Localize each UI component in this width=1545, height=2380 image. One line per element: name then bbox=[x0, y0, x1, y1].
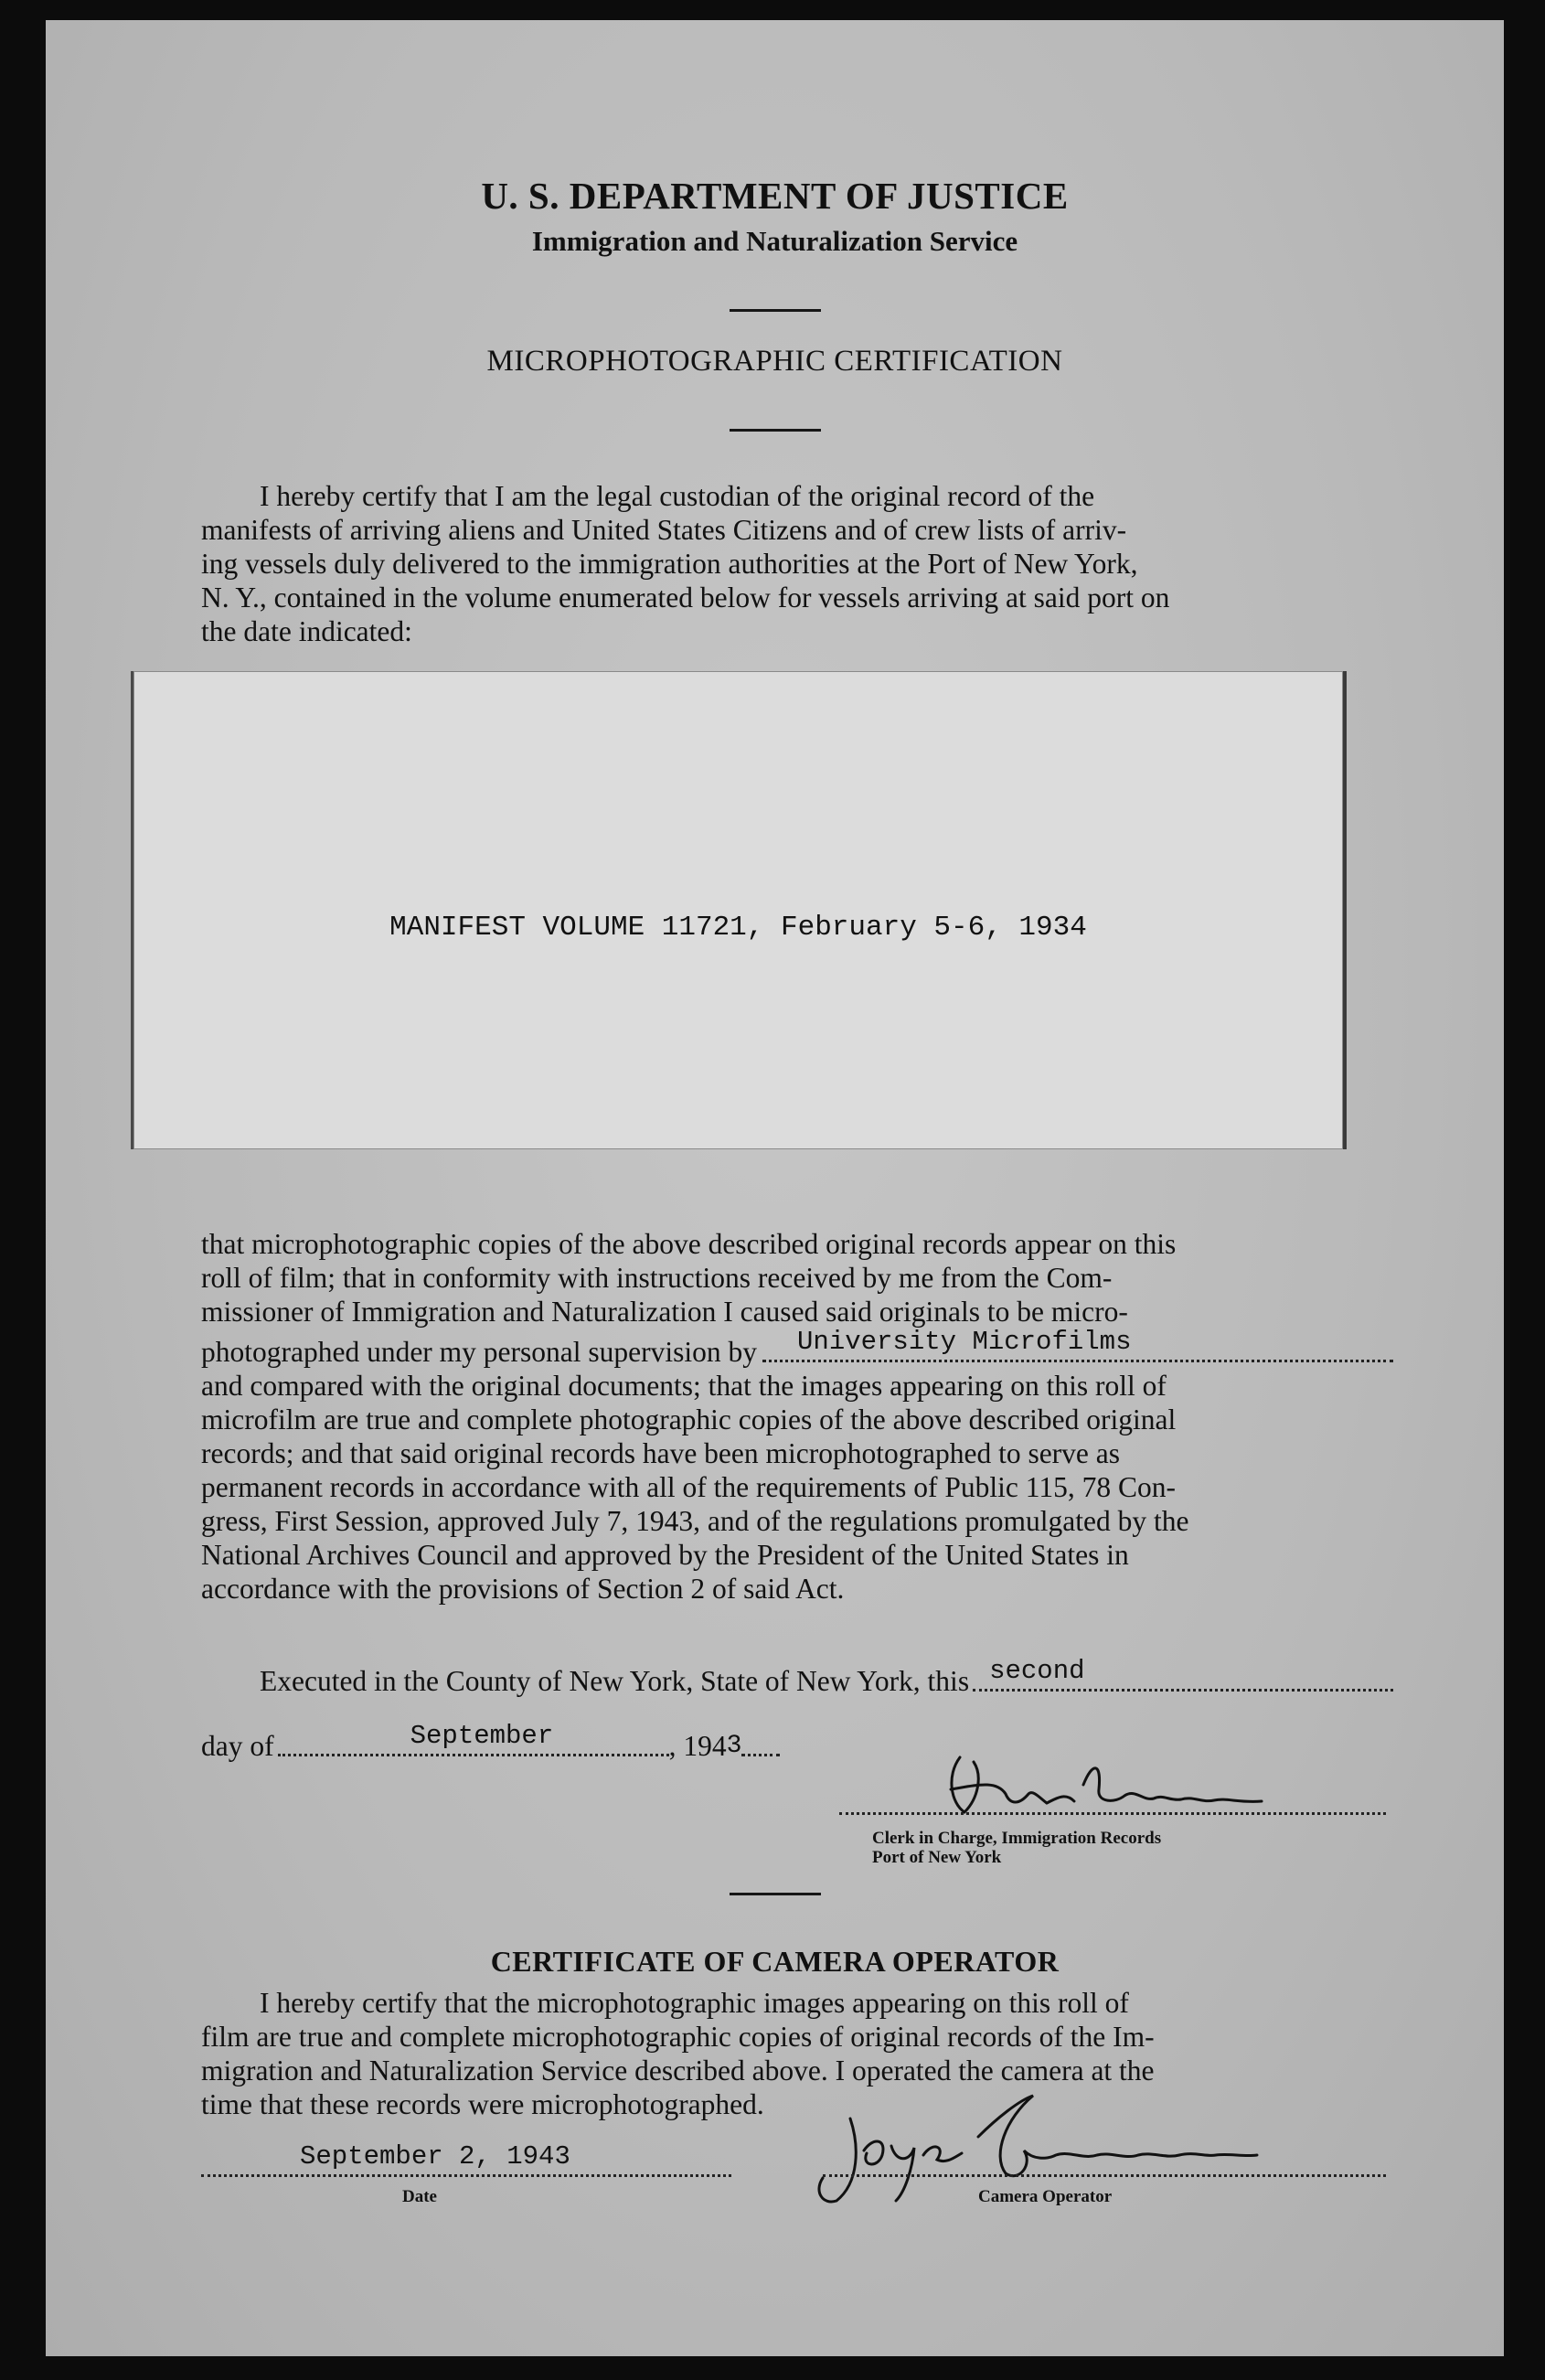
paragraph-line: manifests of arriving aliens and United States Citizens and of crew lists of arriv- bbox=[201, 514, 1127, 546]
paragraph-line: permanent records in accordance with all of the requirements of Public 115, 78 Con- bbox=[201, 1471, 1176, 1503]
clerk-signature bbox=[896, 1748, 1353, 1826]
paragraph-line: records; and that said original records have been microphotographed to serve as bbox=[201, 1437, 1121, 1469]
year-suffix: 3 bbox=[726, 1732, 742, 1760]
date-signature-line bbox=[201, 2174, 731, 2177]
paragraph-line: roll of film; that in conformity with instructions received by me from the Com- bbox=[201, 1262, 1113, 1294]
supervision-line bbox=[201, 1327, 1393, 1369]
camera-operator-label: Camera Operator bbox=[978, 2187, 1113, 2206]
supervision-value: University Microfilms bbox=[797, 1327, 1132, 1357]
operator-signature-line bbox=[823, 2174, 1386, 2177]
executed-line bbox=[260, 1656, 1393, 1698]
department-heading: U. S. DEPARTMENT OF JUSTICE bbox=[481, 175, 1069, 217]
year-prefix: , 194 bbox=[668, 1730, 727, 1762]
clerk-title bbox=[872, 1829, 1161, 1867]
service-subheading: Immigration and Naturalization Service bbox=[531, 225, 1018, 257]
paragraph-line: the date indicated: bbox=[201, 615, 412, 647]
year-fill bbox=[741, 1726, 780, 1756]
body-paragraph bbox=[201, 1227, 1393, 1606]
clerk-signature-drawing bbox=[896, 1748, 1353, 1826]
paragraph-line: time that these records were microphotographed. bbox=[201, 2088, 764, 2120]
clerk-title-line: Port of New York bbox=[872, 1848, 1002, 1867]
paragraph-line: gress, First Session, approved July 7, 1943, and of the regulations promulgated by the bbox=[201, 1505, 1189, 1537]
date-of-line bbox=[201, 1721, 859, 1763]
paragraph-line: and compared with the original documents; that the images appearing on this roll of bbox=[201, 1370, 1167, 1402]
certification-title: MICROPHOTOGRAPHIC CERTIFICATION bbox=[486, 345, 1063, 378]
date-label: Date bbox=[402, 2187, 437, 2206]
manifest-card bbox=[133, 671, 1343, 1149]
month-value: September bbox=[410, 1721, 554, 1751]
divider-rule bbox=[730, 309, 821, 312]
intro-paragraph bbox=[201, 479, 1393, 648]
paragraph-line: I hereby certify that I am the legal custodian of the original record of the bbox=[260, 480, 1095, 512]
paragraph-line: migration and Naturalization Service described above. I operated the camera at the bbox=[201, 2054, 1155, 2087]
month-fill bbox=[278, 1721, 669, 1756]
certificate-page bbox=[46, 20, 1504, 2356]
paragraph-line: National Archives Council and approved by the President of the United States in bbox=[201, 1539, 1129, 1571]
executed-prefix: Executed in the County of New York, State of New York, this bbox=[260, 1665, 970, 1697]
paragraph-line: missioner of Immigration and Naturalization I caused said originals to be micro- bbox=[201, 1296, 1128, 1328]
divider-rule bbox=[730, 1893, 821, 1895]
divider-rule bbox=[730, 429, 821, 432]
paragraph-line: N. Y., contained in the volume enumerated below for vessels arriving at said port on bbox=[201, 582, 1170, 614]
clerk-title-line: Clerk in Charge, Immigration Records bbox=[872, 1829, 1162, 1848]
supervision-fill bbox=[762, 1327, 1393, 1362]
paragraph-line: I hereby certify that the microphotographic images appearing on this roll of bbox=[260, 1987, 1129, 2019]
day-of-label: day of bbox=[201, 1730, 274, 1762]
executed-day-value: second bbox=[989, 1656, 1085, 1686]
paragraph-line: microfilm are true and complete photographic copies of the above described original bbox=[201, 1403, 1177, 1435]
paragraph-line: accordance with the provisions of Section 2 of said Act. bbox=[201, 1573, 845, 1605]
paragraph-line: film are true and complete microphotographic copies of original records of the Im- bbox=[201, 2021, 1155, 2053]
operator-date-value: September 2, 1943 bbox=[300, 2141, 570, 2172]
supervision-prefix: photographed under my personal supervision by bbox=[201, 1336, 758, 1368]
paragraph-line: ing vessels duly delivered to the immigration authorities at the Port of New York, bbox=[201, 548, 1138, 580]
camera-operator-heading: CERTIFICATE OF CAMERA OPERATOR bbox=[490, 1945, 1060, 1978]
executed-day-fill bbox=[973, 1656, 1393, 1692]
paragraph-line: that microphotographic copies of the above described original records appear on this bbox=[201, 1228, 1177, 1260]
manifest-volume-text: MANIFEST VOLUME 11721, February 5-6, 1934 bbox=[389, 912, 1087, 944]
